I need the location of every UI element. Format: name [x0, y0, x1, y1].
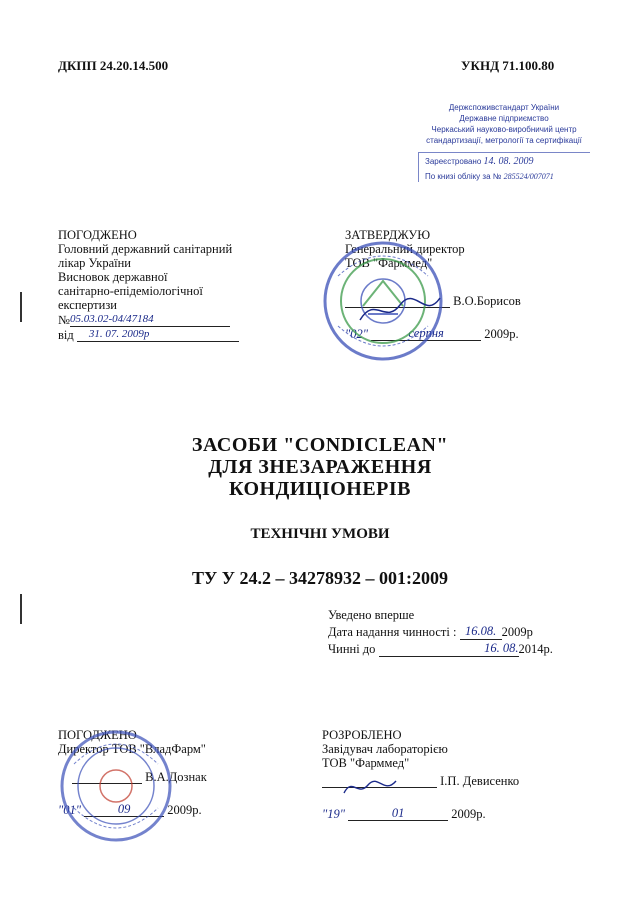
dkpp-code: ДКПП 24.20.14.500	[58, 58, 169, 73]
agreed-bottom-line: Директор ТОВ "ВладФарм"	[58, 742, 206, 756]
agreed-line: лікар України	[58, 256, 131, 270]
valid-until-year: 2014р.	[518, 642, 553, 656]
registration-stamp	[418, 102, 590, 202]
scan-edge-mark	[20, 594, 22, 624]
reg-registry-number: 285524/007071	[503, 172, 554, 181]
developer-name: І.П. Девисенко	[440, 774, 520, 788]
document-subtitle: ТЕХНІЧНІ УМОВИ	[250, 526, 390, 542]
validity-date: 16.08.	[460, 623, 502, 640]
agreed-heading: ПОГОДЖЕНО	[58, 228, 137, 242]
conclusion-date: 31. 07. 2009р	[77, 327, 239, 342]
reg-line: Держспоживстандарт України	[448, 103, 560, 112]
title-line: КОНДИЦІОНЕРІВ	[228, 478, 412, 500]
approved-year: 2009р.	[484, 327, 519, 341]
validity-year: 2009р	[501, 625, 533, 639]
agreed-line: санітарно-епідеміологічної	[58, 284, 203, 298]
developed-line: ТОВ "Фарммед"	[322, 756, 410, 770]
agreed-bottom-heading: ПОГОДЖЕНО	[58, 728, 137, 742]
ukdn-code: УКНД 71.100.80	[461, 58, 555, 73]
conclusion-date-prefix: від	[58, 328, 74, 342]
approved-line: ТОВ "Фарммед"	[345, 256, 433, 270]
introduced-first: Уведено вперше	[328, 608, 415, 622]
developed-year: 2009р.	[451, 807, 486, 821]
vladfarm-seal-stamp	[56, 726, 176, 846]
approved-line: Генеральний директор	[345, 242, 465, 256]
agreed-line: експертизи	[58, 298, 117, 312]
reg-registry-label: По книзі обліку за №	[425, 172, 502, 181]
introduction-block	[328, 607, 553, 657]
agreed-line: Головний державний санітарний	[58, 242, 233, 256]
approved-month: серпня	[371, 326, 481, 341]
conclusion-number-prefix: №	[58, 313, 70, 327]
developed-line: Завідувач лабораторією	[322, 742, 448, 756]
reg-registered-label: Зареєстровано	[425, 157, 482, 166]
signature-scribble	[355, 290, 445, 330]
scan-edge-mark	[20, 292, 22, 322]
developed-month: 01	[348, 806, 448, 821]
valid-until-label: Чинні до	[328, 642, 376, 656]
reg-line: стандартизації, метрології та сертифікації	[426, 136, 582, 145]
title-line: ДЛЯ ЗНЕЗАРАЖЕННЯ	[208, 456, 432, 478]
title-line: ЗАСОБИ "CONDICLEAN"	[191, 434, 449, 456]
developer-signature	[340, 775, 400, 801]
approved-heading: ЗАТВЕРДЖУЮ	[345, 228, 431, 242]
approved-day: "02"	[345, 327, 368, 341]
agreed-bottom-day: "01"	[58, 803, 81, 817]
agreed-bottom-name: В.А.Дознак	[145, 770, 207, 784]
reg-line: Державне підприємство	[459, 114, 549, 123]
agreed-bottom-year: 2009р.	[167, 803, 202, 817]
document-title	[0, 434, 640, 500]
reg-line: Черкаський науково-виробничий центр	[431, 125, 577, 134]
validity-label: Дата надання чинності :	[328, 625, 457, 639]
agreed-line: Висновок державної	[58, 270, 168, 284]
conclusion-number: 05.03.02-04/47184	[70, 312, 230, 327]
developed-heading: РОЗРОБЛЕНО	[322, 728, 402, 742]
developed-day: "19"	[322, 807, 345, 821]
reg-registered-date: 14. 08. 2009	[483, 156, 534, 167]
valid-until-date: 16. 08.	[379, 640, 519, 657]
approver-name: В.О.Борисов	[453, 294, 521, 308]
specification-code: ТУ У 24.2 – 34278932 – 001:2009	[192, 568, 448, 588]
agreed-sanitary-block	[58, 228, 239, 342]
agreed-bottom-month: 09	[84, 802, 164, 817]
